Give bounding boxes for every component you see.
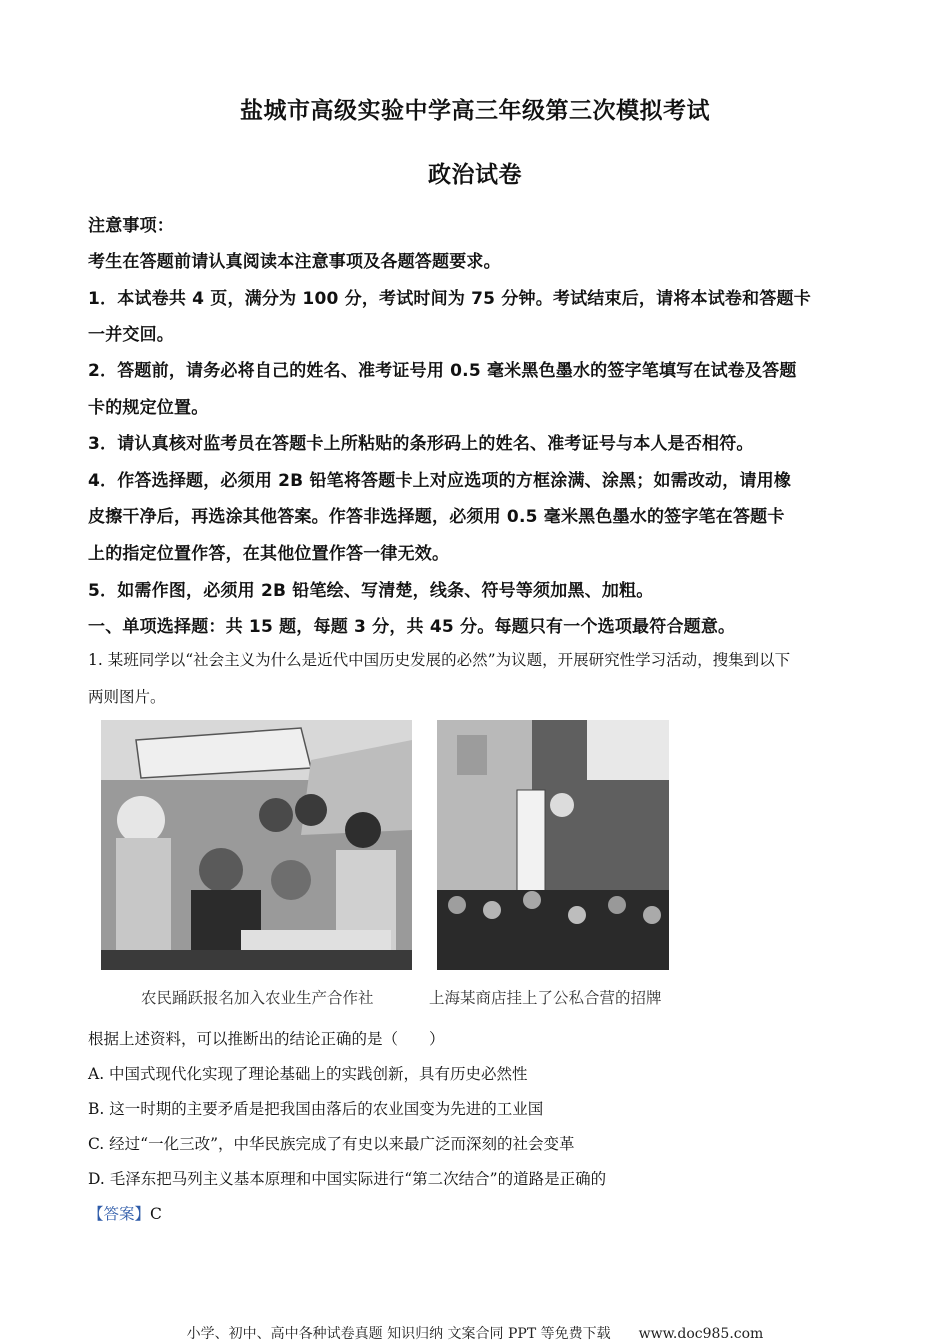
option-c: C. 经过“一化三改”，中华民族完成了有史以来最广泛而深刻的社会变革 — [88, 1135, 575, 1153]
option-b: B. 这一时期的主要矛盾是把我国由落后的农业国变为先进的工业国 — [88, 1100, 544, 1118]
photo-caption-cooperative: 农民踊跃报名加入农业生产合作社 — [141, 989, 374, 1007]
shop-sign-photo — [437, 720, 669, 970]
answer-value: C — [150, 1205, 162, 1223]
question-stem: 1. 某班同学以“社会主义为什么是近代中国历史发展的必然”为议题，开展研究性学习活动，搜集到以下 — [88, 651, 791, 669]
notice-line: 1．本试卷共 4 页，满分为 100 分，考试时间为 75 分钟。考试结束后，请将本试卷和答题卡 — [88, 289, 811, 309]
notice-line: 皮擦干净后，再选涂其他答案。作答非选择题，必须用 0.5 毫米黑色墨水的签字笔在答题卡 — [88, 507, 785, 527]
notice-line: 2．答题前，请务必将自己的姓名、准考证号用 0.5 毫米黑色墨水的签字笔填写在试卷及答题 — [88, 361, 797, 381]
notice-intro: 考生在答题前请认真阅读本注意事项及各题答题要求。 — [88, 252, 501, 272]
notice-line: 上的指定位置作答，在其他位置作答一律无效。 — [88, 544, 450, 564]
notice-line: 5．如需作图，必须用 2B 铅笔绘、写清楚，线条、符号等须加黑、加粗。 — [88, 581, 654, 601]
option-a: A. 中国式现代化实现了理论基础上的实践创新，具有历史必然性 — [88, 1065, 528, 1083]
notice-line: 一并交回。 — [88, 325, 174, 345]
question-stem: 两则图片。 — [88, 688, 166, 706]
photo-caption-shop-sign: 上海某商店挂上了公私合营的招牌 — [429, 989, 662, 1007]
exam-title: 盐城市高级实验中学高三年级第三次模拟考试 — [240, 98, 710, 124]
notice-line: 3．请认真核对监考员在答题卡上所粘贴的条形码上的姓名、准考证号与本人是否相符。 — [88, 434, 754, 454]
cooperative-photo — [101, 720, 412, 970]
cooperative-photo-drawing — [101, 720, 412, 970]
page-footer: 小学、初中、高中各种试卷真题 知识归纳 文案合同 PPT 等免费下载 www.doc985.com — [186, 1326, 764, 1342]
exam-subtitle: 政治试卷 — [428, 162, 522, 188]
shop-sign-photo-drawing — [437, 720, 669, 970]
option-d: D. 毛泽东把马列主义基本原理和中国实际进行“第二次结合”的道路是正确的 — [88, 1170, 607, 1188]
question-prompt: 根据上述资料，可以推断出的结论正确的是（ ） — [88, 1030, 445, 1048]
notice-heading: 注意事项： — [88, 216, 174, 236]
notice-line: 卡的规定位置。 — [88, 398, 209, 418]
answer-label: 【答案】 — [88, 1205, 151, 1223]
answer — [88, 1202, 868, 1224]
notice-line: 4．作答选择题，必须用 2B 铅笔将答题卡上对应选项的方框涂满、涂黑；如需改动，请用橡 — [88, 471, 792, 491]
section-heading: 一、单项选择题：共 15 题，每题 3 分，共 45 分。每题只有一个选项最符合题意。 — [88, 617, 736, 637]
